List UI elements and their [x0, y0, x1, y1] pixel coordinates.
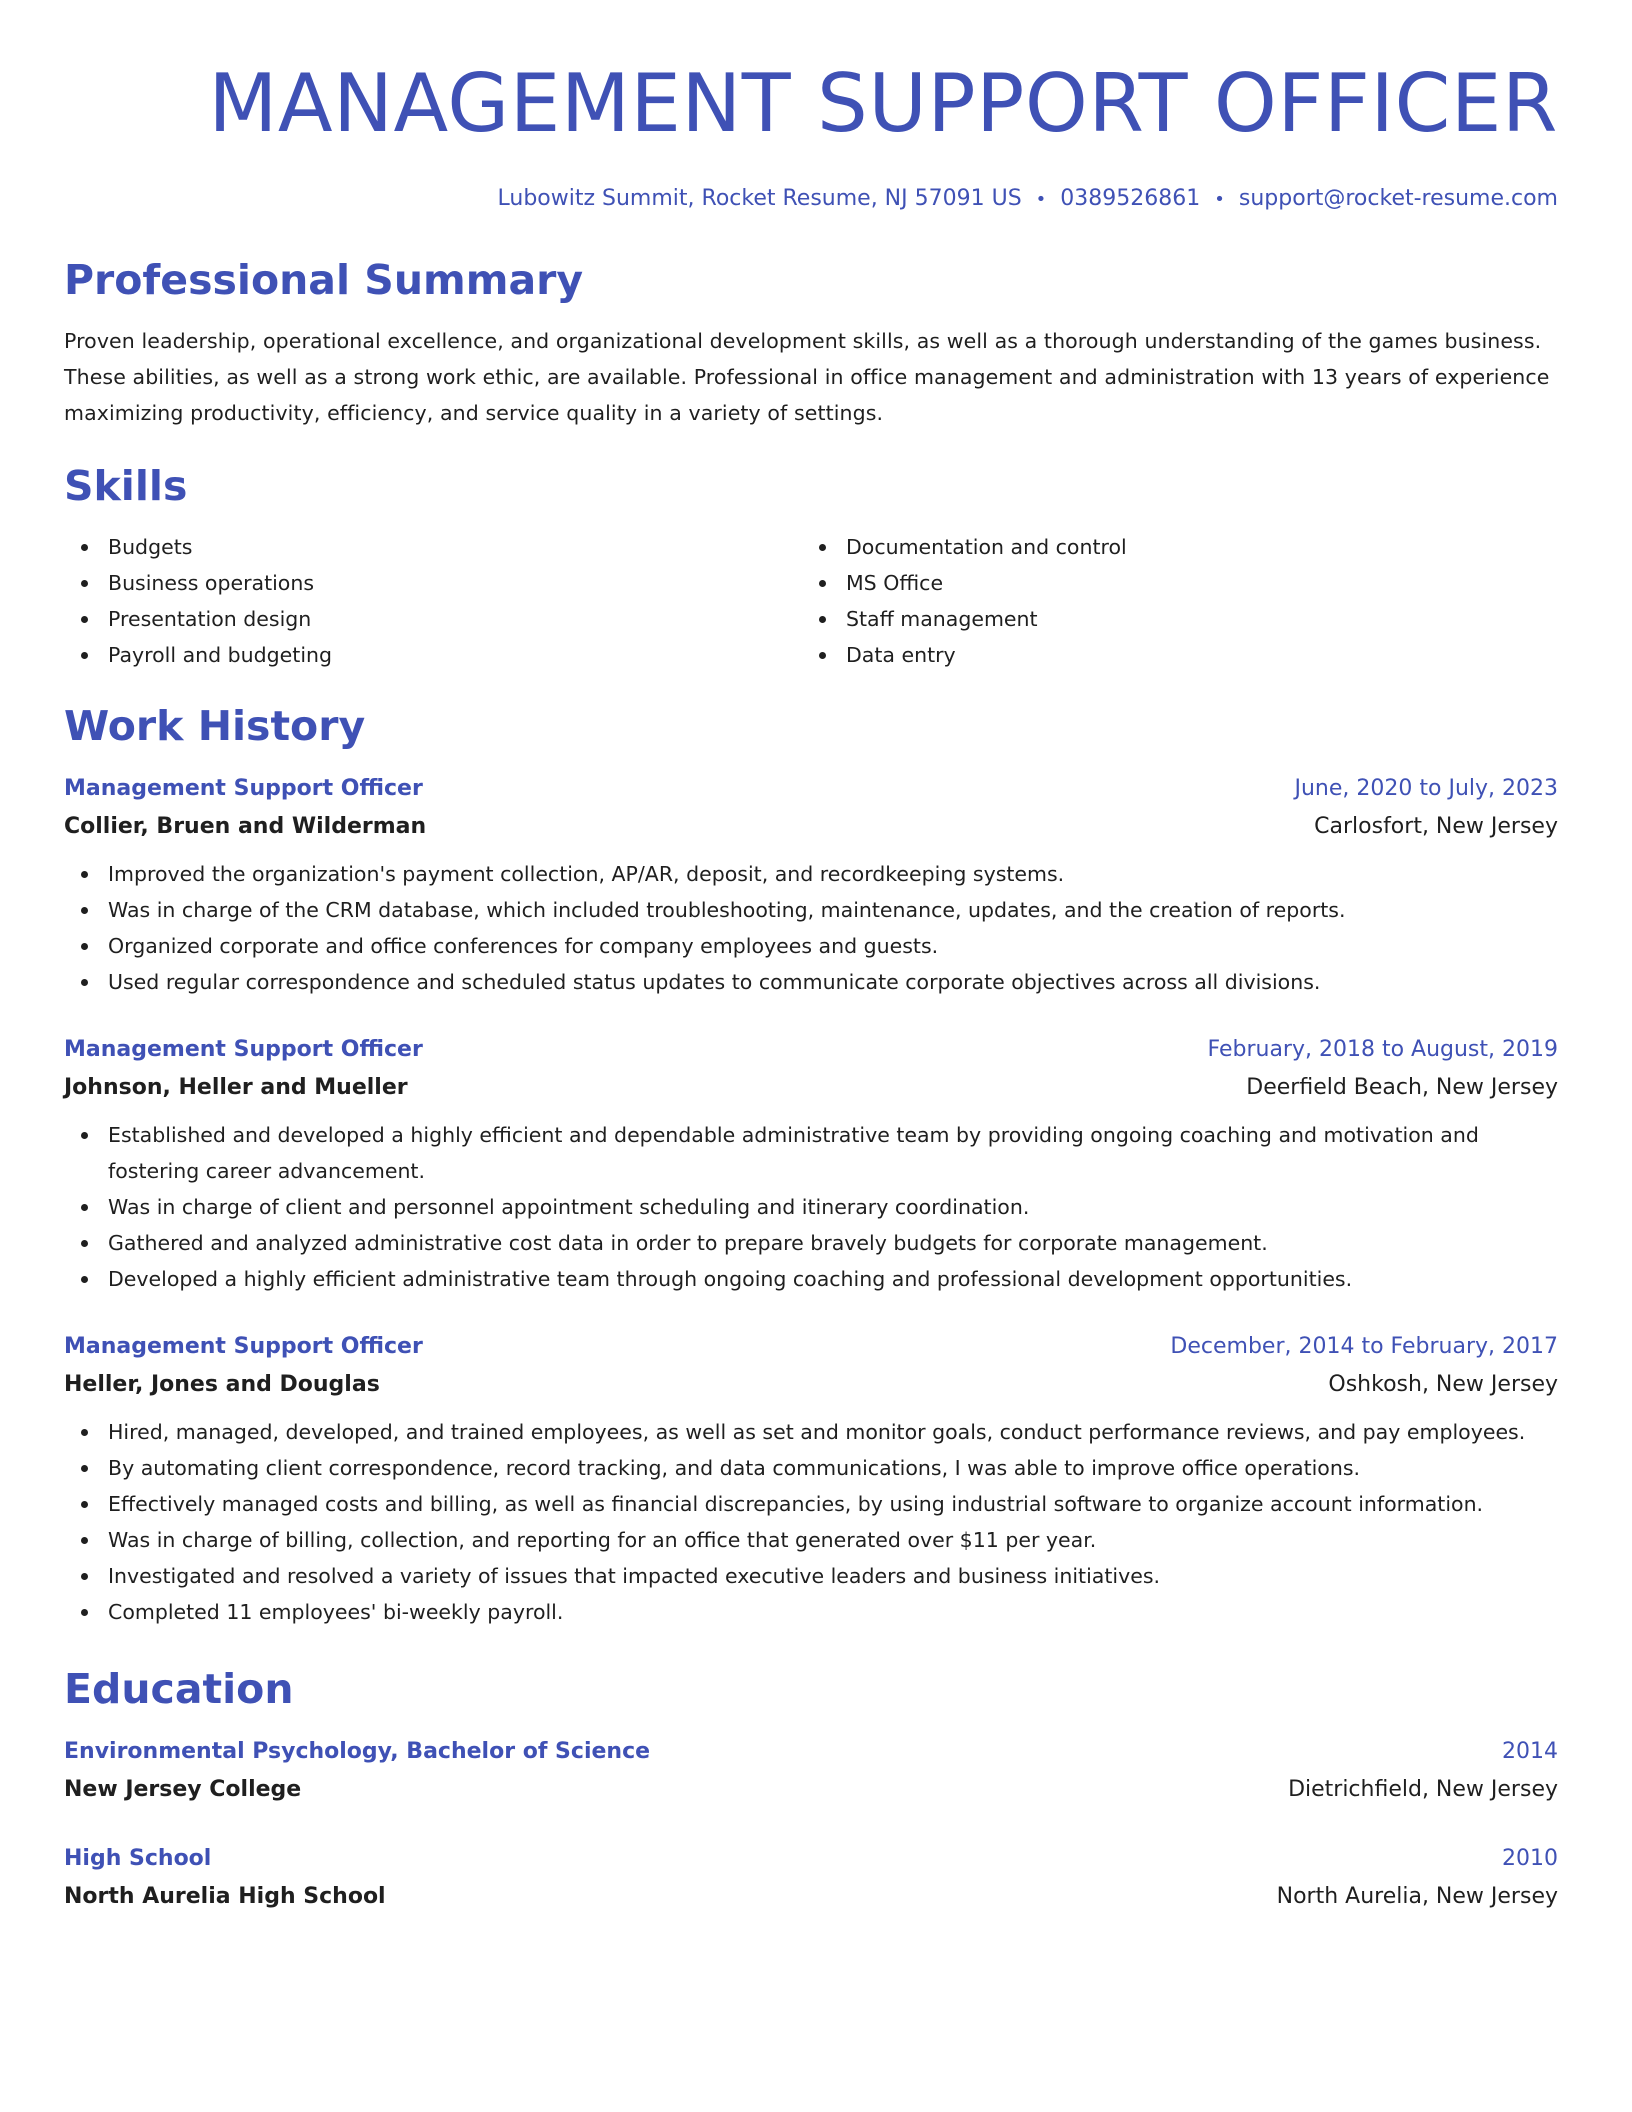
- job-company: Johnson, Heller and Mueller: [64, 1075, 408, 1100]
- job-bullet: Improved the organization's payment collection, AP/AR, deposit, and recordkeeping systems.: [64, 856, 1558, 892]
- skills-list-left: [64, 529, 802, 673]
- job-org-row: [64, 1071, 1558, 1105]
- job-role-row: [64, 1034, 1558, 1066]
- education-degree: High School: [64, 1846, 212, 1871]
- education-location: North Aurelia, New Jersey: [1276, 1884, 1558, 1909]
- education-section: [64, 1664, 1558, 1914]
- education-school: New Jersey College: [64, 1777, 302, 1802]
- job-company: Heller, Jones and Douglas: [64, 1372, 380, 1397]
- job-bullet: Gathered and analyzed administrative cost data in order to prepare bravely budgets for corporate management.: [64, 1225, 1558, 1261]
- job-bullet: Hired, managed, developed, and trained employees, as well as set and monitor goals, conduct performance reviews, and pay employees.: [64, 1414, 1558, 1450]
- job-entry: [64, 773, 1558, 1000]
- job-entry: [64, 1331, 1558, 1630]
- skill-item: Budgets: [64, 529, 802, 565]
- education-year: 2010: [1502, 1846, 1558, 1871]
- summary-text: Proven leadership, operational excellence, and organizational development skills, as well as a thorough understanding of the games business. These abilities, as well as a strong work ethic, are available. Professional in office management and administration with 13 years of experience maximizing productivity, efficiency, and service quality in a variety of settings.: [64, 329, 1550, 425]
- job-bullet: Investigated and resolved a variety of issues that impacted executive leaders and business initiatives.: [64, 1558, 1558, 1594]
- resume-title: MANAGEMENT SUPPORT OFFICER: [208, 57, 1558, 150]
- job-role: Management Support Officer: [64, 776, 423, 801]
- resume-header: [64, 56, 1558, 215]
- education-school-row: [64, 1773, 1558, 1807]
- job-bullets: [64, 1117, 1558, 1297]
- education-school: North Aurelia High School: [64, 1884, 386, 1909]
- education-location: Dietrichfield, New Jersey: [1288, 1777, 1558, 1802]
- skill-item: Documentation and control: [802, 529, 1540, 565]
- skill-item: Staff management: [802, 601, 1540, 637]
- skill-item: Presentation design: [64, 601, 802, 637]
- education-school-row: [64, 1880, 1558, 1914]
- job-bullet: Was in charge of billing, collection, and reporting for an office that generated over $11 per year.: [64, 1522, 1558, 1558]
- job-org-row: [64, 1368, 1558, 1402]
- job-role: Management Support Officer: [64, 1037, 423, 1062]
- contact-line: [64, 184, 1558, 215]
- skill-item: Business operations: [64, 565, 802, 601]
- job-org-row: [64, 810, 1558, 844]
- work-history-section: [64, 701, 1558, 1630]
- job-bullets: [64, 1414, 1558, 1630]
- contact-address: Lubowitz Summit, Rocket Resume, NJ 57091 US: [497, 186, 1022, 211]
- summary-section: [64, 255, 1558, 431]
- job-bullet: Effectively managed costs and billing, as well as financial discrepancies, by using industrial software to organize account information.: [64, 1486, 1558, 1522]
- job-bullets: [64, 856, 1558, 1000]
- skill-item: MS Office: [802, 565, 1540, 601]
- education-year: 2014: [1502, 1739, 1558, 1764]
- contact-separator: •: [1214, 189, 1225, 210]
- skills-list-right: [802, 529, 1540, 673]
- work-history-heading: Work History: [64, 702, 366, 750]
- contact-email[interactable]: support@rocket-resume.com: [1238, 186, 1558, 211]
- job-location: Carlosfort, New Jersey: [1314, 814, 1558, 839]
- education-heading: Education: [64, 1665, 294, 1713]
- job-bullet: Was in charge of client and personnel appointment scheduling and itinerary coordination.: [64, 1189, 1558, 1225]
- job-location: Deerfield Beach, New Jersey: [1246, 1075, 1558, 1100]
- contact-phone: 0389526861: [1060, 186, 1201, 211]
- education-entry: [64, 1843, 1558, 1914]
- education-degree-row: [64, 1843, 1558, 1875]
- job-bullet: Developed a highly efficient administrative team through ongoing coaching and professional development opportunities.: [64, 1261, 1558, 1297]
- job-role: Management Support Officer: [64, 1334, 423, 1359]
- education-entry: [64, 1736, 1558, 1807]
- job-bullet: Established and developed a highly efficient and dependable administrative team by providing ongoing coaching and motivation and fostering career advancement.: [64, 1117, 1558, 1189]
- job-dates: February, 2018 to August, 2019: [1207, 1037, 1558, 1062]
- job-bullet: By automating client correspondence, record tracking, and data communications, I was able to improve office operations.: [64, 1450, 1558, 1486]
- job-company: Collier, Bruen and Wilderman: [64, 814, 427, 839]
- job-bullet: Organized corporate and office conferences for company employees and guests.: [64, 928, 1558, 964]
- job-bullet: Used regular correspondence and scheduled status updates to communicate corporate objectives across all divisions.: [64, 964, 1558, 1000]
- job-dates: June, 2020 to July, 2023: [1294, 776, 1558, 801]
- job-role-row: [64, 1331, 1558, 1363]
- job-role-row: [64, 773, 1558, 805]
- skill-item: Payroll and budgeting: [64, 637, 802, 673]
- education-degree-row: [64, 1736, 1558, 1768]
- contact-separator: •: [1035, 189, 1047, 210]
- skills-heading: Skills: [64, 462, 188, 510]
- job-location: Oshkosh, New Jersey: [1328, 1372, 1558, 1397]
- skills-section: [64, 461, 1558, 673]
- skills-grid: [64, 529, 1558, 673]
- education-degree: Environmental Psychology, Bachelor of Science: [64, 1739, 651, 1764]
- resume-page: [64, 0, 1558, 1914]
- job-dates: December, 2014 to February, 2017: [1170, 1334, 1558, 1359]
- skill-item: Data entry: [802, 637, 1540, 673]
- job-entry: [64, 1034, 1558, 1297]
- summary-heading: Professional Summary: [64, 256, 584, 304]
- job-bullet: Completed 11 employees' bi-weekly payroll.: [64, 1594, 1558, 1630]
- job-bullet: Was in charge of the CRM database, which included troubleshooting, maintenance, updates, and the creation of reports.: [64, 892, 1558, 928]
